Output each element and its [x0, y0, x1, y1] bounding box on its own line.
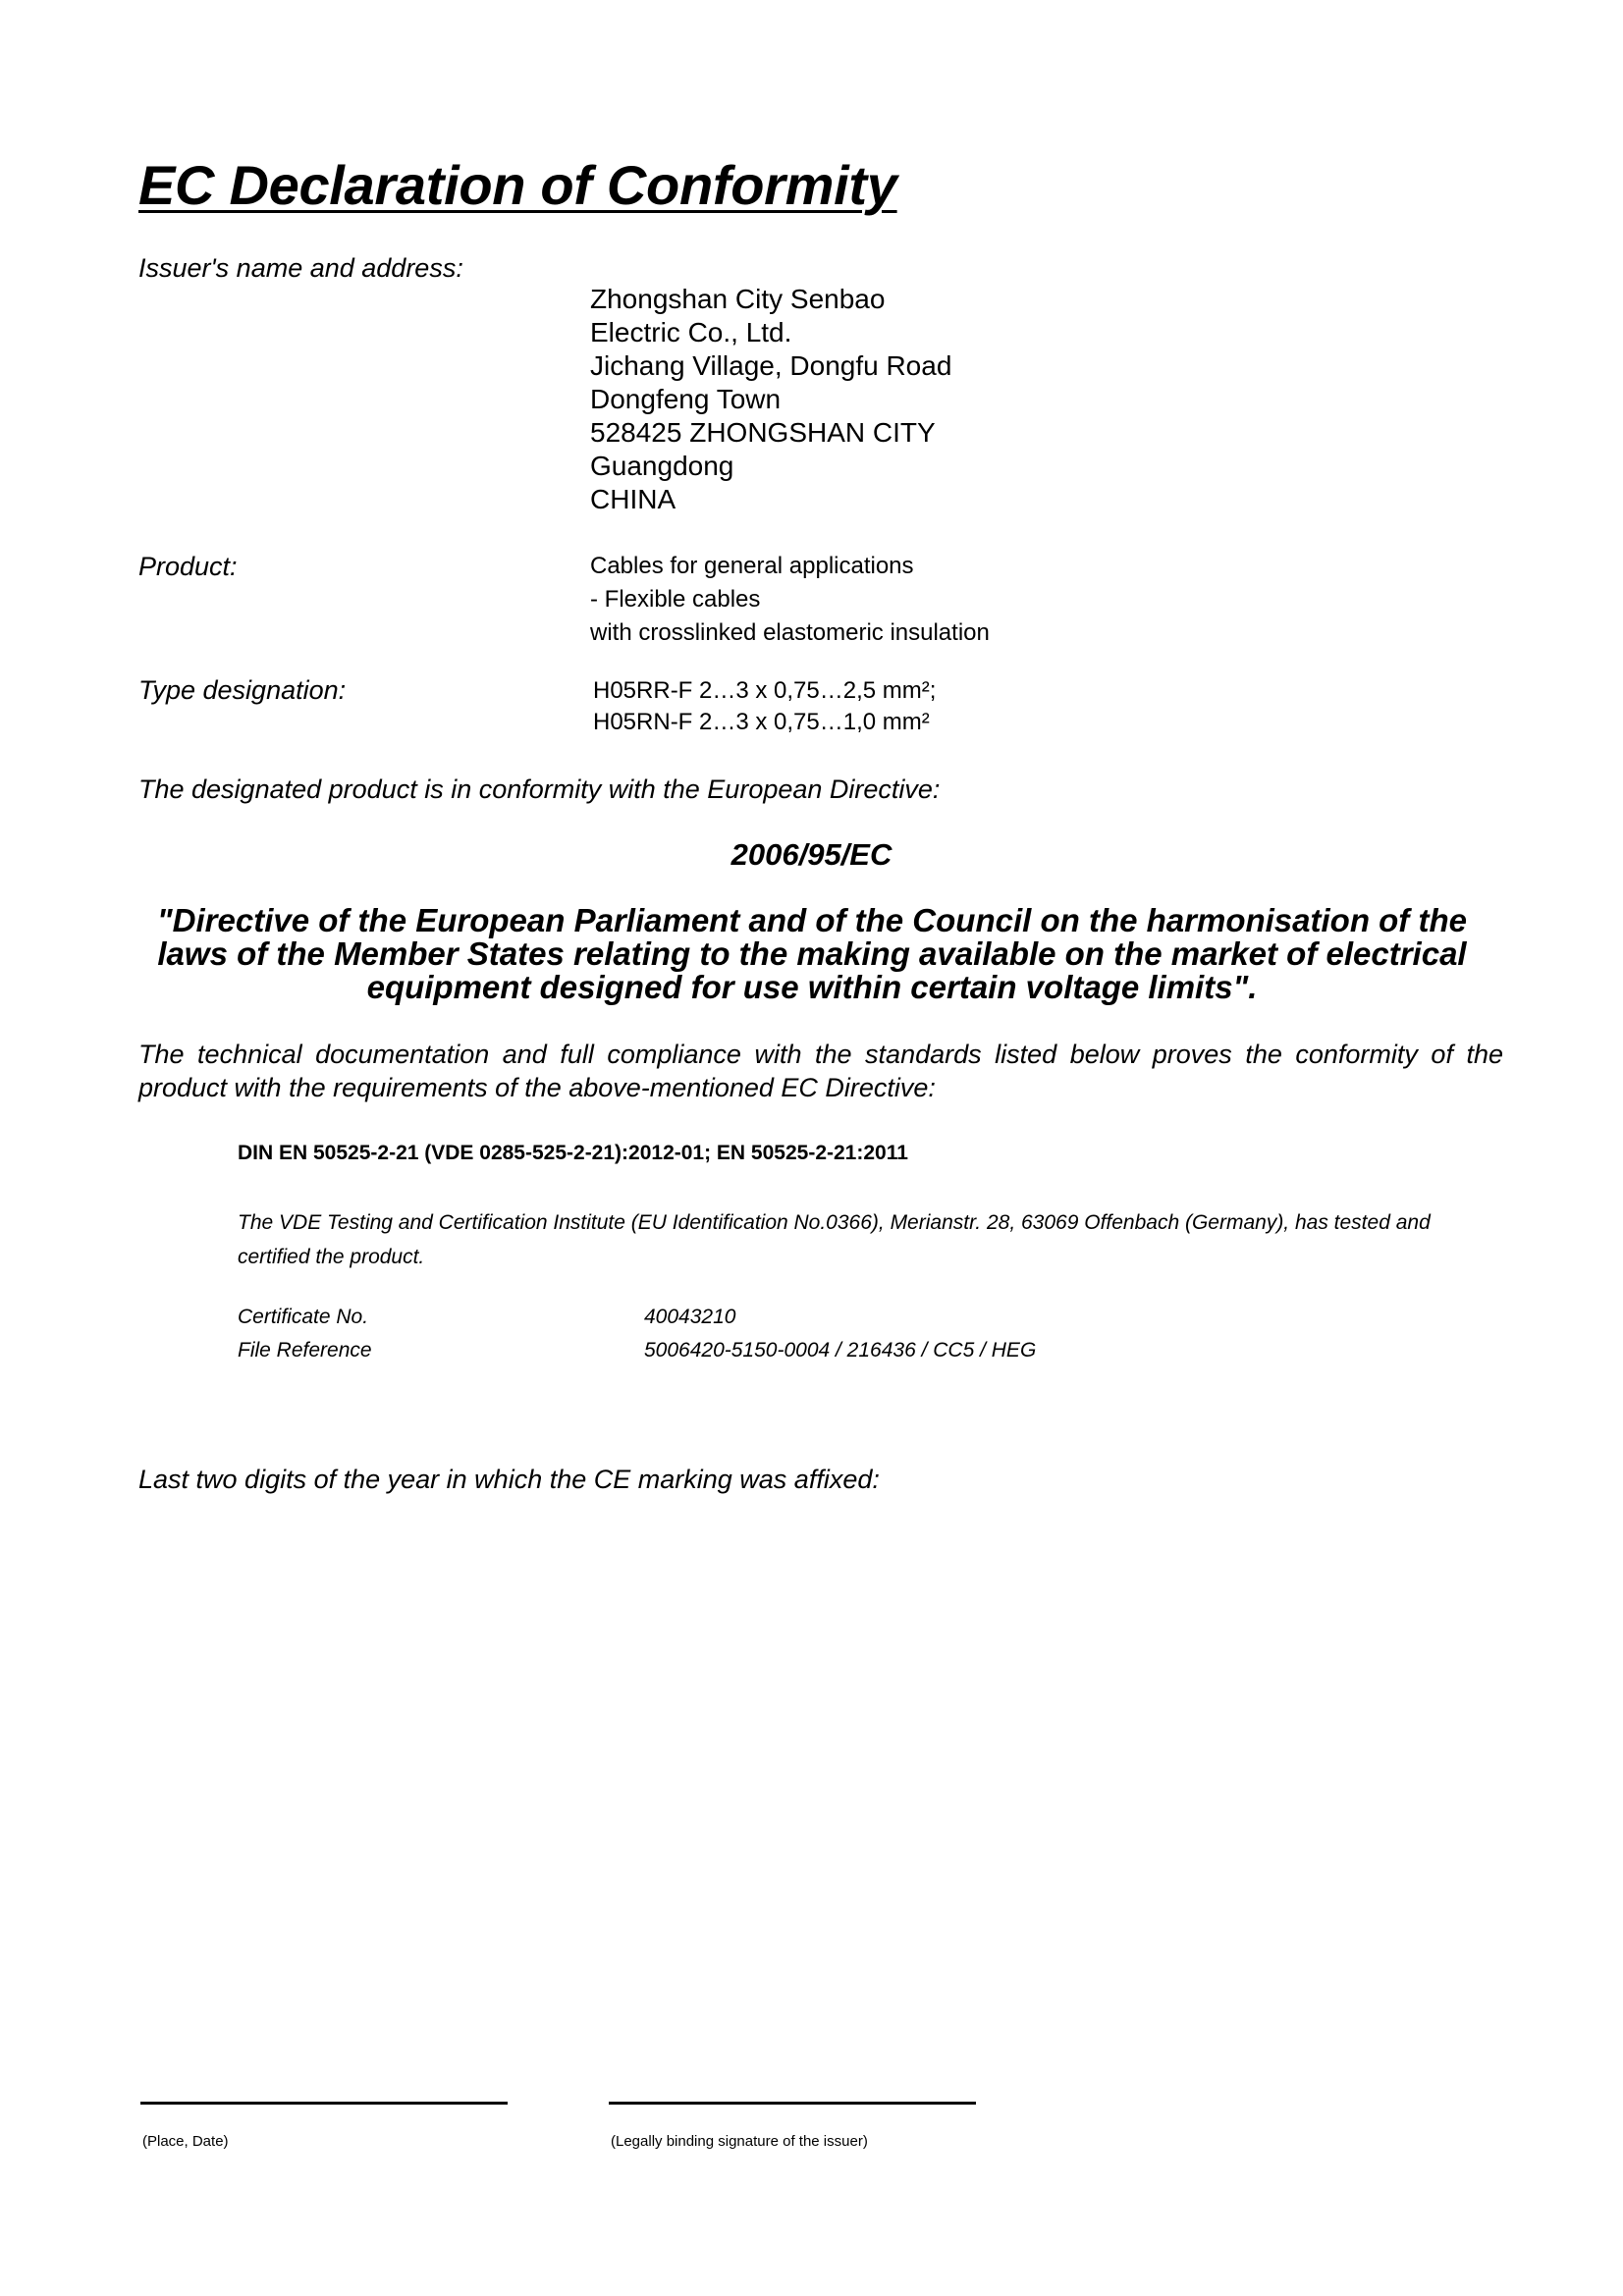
issuer-address-line: Jichang Village, Dongfu Road [590, 350, 952, 381]
vde-certification-statement: The VDE Testing and Certification Institute (EU Identification No.0366), Merianstr. 28, 63069 Offenbach (Germany), has tested and certified the product. [238, 1211, 1431, 1268]
file-reference-label: File Reference [238, 1339, 372, 1362]
issuer-label: Issuer's name and address: [138, 253, 463, 283]
issuer-address-line: 528425 ZHONGSHAN CITY [590, 417, 936, 448]
product-label: Product: [138, 552, 238, 581]
type-designation-line: H05RR-F 2…3 x 0,75…2,5 mm²; [593, 677, 937, 704]
signature-line [609, 2102, 976, 2105]
product-line: with crosslinked elastomeric insulation [590, 619, 990, 646]
issuer-address-line: Zhongshan City Senbao [590, 284, 886, 314]
conformity-intro: The designated product is in conformity with the European Directive: [138, 774, 941, 804]
directive-name: "Directive of the European Parliament and of the Council on the harmonisation of the laws of the Member States relating to the making available on the market of electrical equipment designed for use within certain voltage limits". [157, 902, 1467, 1005]
technical-documentation-statement: The technical documentation and full compliance with the standards listed below proves the conformity of the product with the requirements of the above-mentioned EC Directive: [138, 1040, 1503, 1102]
product-line: Cables for general applications [590, 553, 914, 579]
place-date-line [140, 2102, 508, 2105]
document-title: EC Declaration of Conformity [138, 154, 897, 216]
issuer-address-line: Dongfeng Town [590, 384, 782, 414]
type-designation-line: H05RN-F 2…3 x 0,75…1,0 mm² [593, 709, 930, 735]
ce-marking-year-statement: Last two digits of the year in which the CE marking was affixed: [138, 1465, 880, 1494]
applied-standard: DIN EN 50525-2-21 (VDE 0285-525-2-21):2012-01; EN 50525-2-21:2011 [238, 1142, 908, 1164]
issuer-address-line: Electric Co., Ltd. [590, 317, 792, 347]
place-date-caption: (Place, Date) [142, 2133, 229, 2150]
issuer-address-line: Guangdong [590, 451, 734, 481]
directive-number: 2006/95/EC [730, 837, 893, 872]
certificate-number-value: 40043210 [644, 1306, 736, 1328]
certificate-number-label: Certificate No. [238, 1306, 369, 1328]
signature-caption: (Legally binding signature of the issuer) [611, 2133, 868, 2150]
file-reference-value: 5006420-5150-0004 / 216436 / CC5 / HEG [644, 1339, 1037, 1362]
type-designation-label: Type designation: [138, 675, 347, 705]
issuer-address-line: CHINA [590, 484, 676, 514]
product-line: - Flexible cables [590, 586, 761, 613]
